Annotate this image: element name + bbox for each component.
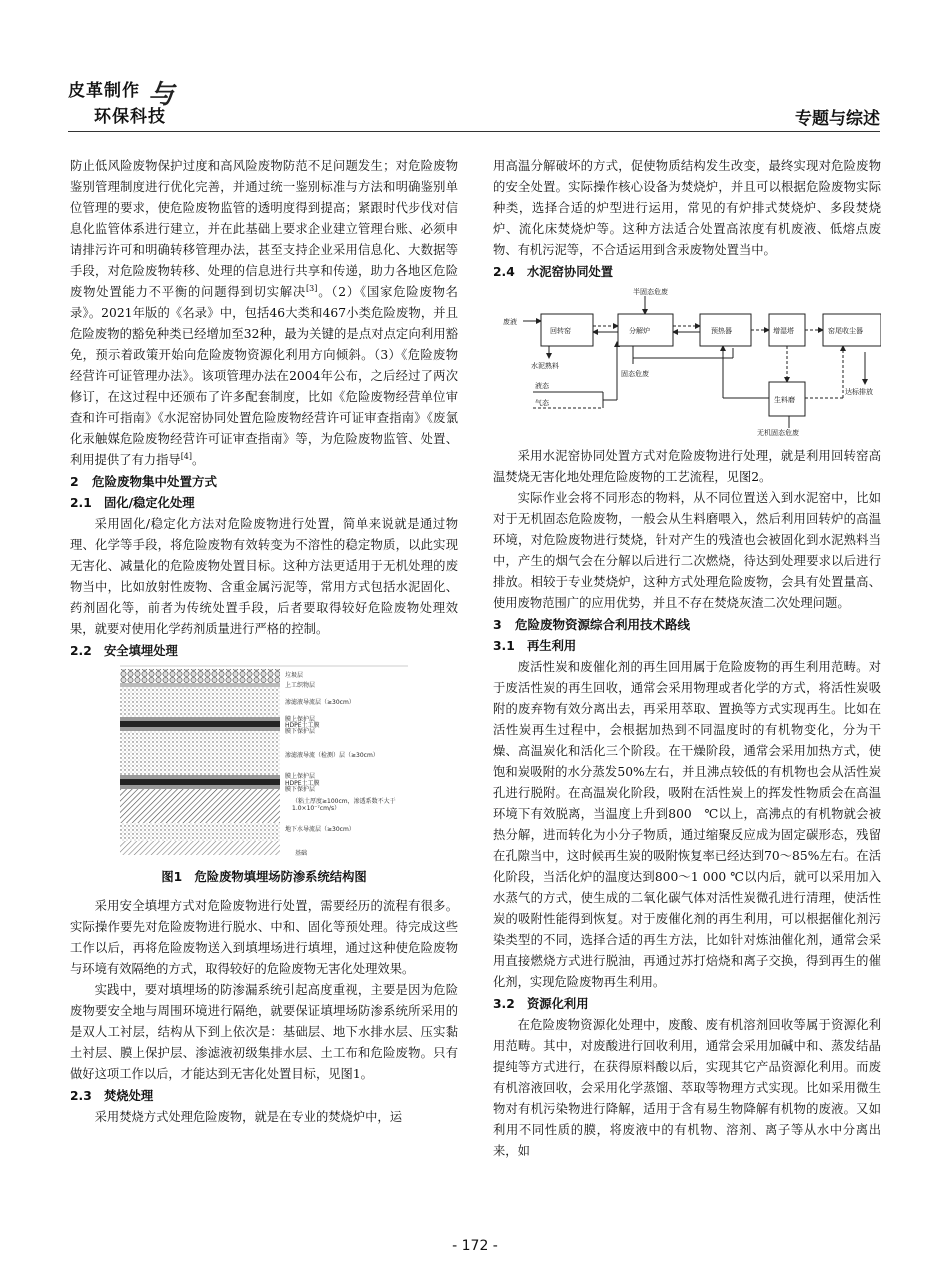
- label: 生料磨: [774, 396, 795, 404]
- right-column: [493, 156, 881, 1162]
- layer-foundation: [120, 841, 280, 855]
- label: 半固态危废: [633, 288, 668, 296]
- section-heading: 2 危险废物集中处置方式: [70, 474, 218, 489]
- layer-leachate-drain: [120, 687, 280, 717]
- page-number: - 172 -: [452, 1238, 498, 1254]
- layer-label: HDPE土工膜: [285, 722, 320, 729]
- paragraph: 实际作业会将不同形态的物料，从不同位置送入到水泥窑中，比如对于无机固态危险废物，一般会从生料磨喂入，然后利用回转炉的高温环境，对危险废物进行焚烧，针对产生的残渣也会被固化到水泥熟料当中，产生的烟气会在分解以后进行二次燃烧，待达到处理要求以后进行排放。相较于专业焚烧炉，这种方式处理危险废物，会具有处置量高、使用废物范围广的应用优势，并且不存在焚烧灰渣二次处理问题。: [493, 491, 881, 610]
- label: 无机固态危废: [757, 429, 799, 436]
- subsection-heading: 2.3 焚烧处理: [70, 1089, 154, 1103]
- figure-1-labels: [285, 671, 396, 857]
- layer-label: 膜上保护层: [285, 716, 316, 723]
- label: 增湿塔: [773, 327, 794, 335]
- label: 固态危废: [621, 370, 649, 378]
- label: 废液: [503, 318, 517, 326]
- journal-logo: 与: [148, 80, 175, 110]
- subsection-heading: 3.1 再生利用: [493, 639, 577, 653]
- layer-hdpe: [120, 721, 280, 727]
- subsection-heading: 3.2 资源化利用: [493, 997, 589, 1011]
- subsection-heading: 2.1 固化/稳定化处理: [70, 496, 195, 510]
- paragraph: 采用安全填埋方式对危险废物进行处置，需要经历的流程有很多。实际操作要先对危险废物进行脱水、中和、固化等预处理。待完成这些工作以后，再将危险废物送入到填埋场进行填埋，通过这种使危险废物与环境有效隔绝的方式，取得较好的危险废物无害化处理效果。: [70, 899, 458, 976]
- layer-label: 膜上保护层: [285, 773, 316, 780]
- journal-header: [68, 76, 880, 128]
- layer-groundwater-drain: [120, 823, 280, 841]
- layer-detection-drain: [120, 731, 280, 775]
- layer-label: （粘土厚度≥100cm，渗透系数不大于: [292, 798, 396, 805]
- label: 窑尾收尘器: [828, 327, 863, 335]
- citation[interactable]: [3]: [306, 283, 318, 293]
- figure-1-liner-diagram: [120, 665, 408, 861]
- paragraph: 在危险废物资源化处理中，废酸、废有机溶剂回收等属于资源化利用范畴。其中，对废酸进行回收利用，通常会采用加碱中和、蒸发结晶提纯等方式进行，在获得原料酸以后，实现其它产品资源化利用。而废有机溶液回收，会采用化学蒸馏、萃取等物理方式实现。比如采用微生物对有机污染物进行降解，适用于含有易生物降解有机物的废液。又如利用不同性质的膜，将废液中的有机物、溶剂、离子等从水中分离出来，如: [493, 1018, 881, 1158]
- label: 液态: [535, 382, 549, 390]
- subsection-heading: 2.2 安全填埋处理: [70, 644, 178, 658]
- label: 达标排放: [845, 388, 873, 396]
- layer-protect-upper-2: [120, 775, 280, 779]
- paragraph: 实践中，要对填埋场的防渗漏系统引起高度重视，主要是因为危险废物要安全地与周围环境进行隔绝，就要保证填埋场防渗系统所采用的是双人工衬层，结构从下到上依次是：基础层、地下水排水层、压实黏土衬层、膜上保护层、渗滤液初级集排水层、土工布和危险废物。只有做好这项工作以后，才能达到无害化处置目标，见图1。: [70, 983, 458, 1081]
- label: 回转窑: [550, 327, 571, 335]
- citation[interactable]: [4]: [180, 451, 193, 461]
- header-rule: [68, 131, 880, 132]
- layer-label: 基础: [295, 850, 308, 857]
- layer-protect-lower-2: [120, 785, 280, 789]
- layer-clay: [120, 789, 280, 823]
- journal-name-line2: 环保科技: [94, 107, 166, 127]
- figure-2-cement-kiln-flow: [493, 286, 881, 436]
- label: 气态: [535, 399, 549, 407]
- layer-hdpe-2: [120, 779, 280, 785]
- layer-geotextile: [120, 683, 280, 687]
- layer-label: 渗滤液导流层（≥30cm）: [285, 699, 355, 706]
- paragraph: 采用固化/稳定化方法对危险废物进行处置，简单来说就是通过物理、化学等手段，将危险废物有效转变为不溶性的稳定物质，以此实现无害化、减量化的危险废物处置目标。这种方法更适用于无机处理的废物当中，比如放射性废物、含重金属污泥等，常用方式包括水泥固化、药剂固化等，前者为传统处置手段，后者要取得较好危险废物处理效果，就要对使用化学药剂质量进行严格的控制。: [70, 517, 458, 636]
- layer-label: 1.0×10⁻⁷cm/s）: [292, 805, 341, 812]
- paragraph: 废活性炭和废催化剂的再生回用属于危险废物的再生利用范畴。对于废活性炭的再生回收，通常会采用物理或者化学的方式，将活性炭吸附的废弃物有效分离出去，再采用萃取、置换等方式实现再生。比如在活性炭再生过程中，会根据加热到不同温度时的有机物变化，分为干燥、高温炭化和活化三个阶段。在干燥阶段，通常会采用加热方式，使饱和炭吸附的水分蒸发50%左右，并且沸点较低的有机物也会从活性炭孔进行脱附。在高温炭化阶段，吸附在活性炭上的挥发性物质会在高温环境下有效脱离，当温度上升到800 ℃以上，高沸点的有机物就会被热分解，进而转化为小分子物质，通过缩聚反应成为固定碳形态，残留在孔隙当中，这时候再生炭的吸附恢复率已经达到70～85%左右。在活化阶段，当活化炉的温度达到800～1 000 ℃以内后，就可以采用加入水蒸气的方式，使生成的二氧化碳气体对活性炭微孔进行清理，使活性炭的吸附性能得到恢复。对于废催化剂的再生利用，可以根据催化剂污染类型的不同，选择合适的再生方法，比如针对炼油催化剂，通常会采用直接燃烧方式进行脱油，再通过苏打焙烧和离子交换，得到再生的催化剂，实现危险废物再生利用。: [493, 660, 881, 989]
- layer-protect-upper: [120, 717, 280, 721]
- section-heading: 3 危险废物资源综合利用技术路线: [493, 617, 691, 632]
- paragraph: 采用水泥窑协同处置方式对危险废物进行处理，就是利用回转窑高温焚烧无害化地处理危险废物的工艺流程，见图2。: [493, 449, 881, 484]
- layer-label: 地下水导流层（≥30cm）: [285, 826, 355, 833]
- label: 分解炉: [629, 327, 650, 335]
- section-title: 专题与综述: [795, 109, 880, 129]
- layer-protect-lower: [120, 727, 280, 731]
- subsection-heading: 2.4 水泥窑协同处置: [493, 265, 614, 279]
- layer-label: 膜下保护层: [285, 728, 316, 735]
- layer-label: 膜下保护层: [285, 786, 316, 793]
- layer-label: 渗滤液导流（检测）层（≥30cm）: [285, 752, 379, 759]
- layer-label: HDPE土工膜: [285, 780, 320, 787]
- layer-label: 垃圾层: [285, 672, 304, 679]
- journal-name-line1: 皮革制作: [68, 81, 140, 101]
- layer-label: 上工织物层: [285, 682, 316, 689]
- layer-waste: [120, 669, 280, 683]
- paragraph: 采用焚烧方式处理危险废物，就是在专业的焚烧炉中，运: [94, 1110, 403, 1124]
- left-column: [70, 156, 458, 1128]
- paragraph: 防止低风险废物保护过度和高风险废物防范不足问题发生；对危险废物鉴别管理制度进行优化完善，并通过统一鉴别标准与方法和明确鉴别单位管理的要求，使危险废物监管的透明度得到提高；紧跟时代步伐对信息化监管体系进行建立，并在此基础上要求企业建立管理台账、必须申请排污许可和明确转移管理办法，甚至支持企业采用信息化、大数据等手段，对危险废物转移、处理的信息进行共享和传递，助力各地区危险废物处置能力不平衡的问题得到切实解决[3]。（2）《国家危险废物名录》。2021年版的《名录》中，包括46大类和467小类危险废物，并且危险废物的豁免种类已经增加至32种，最为关键的是点对点定向利用豁免，预示着政策开始向危险废物资源化利用方向倾斜。（3）《危险废物经营许可证管理办法》。该项管理办法在2004年公布，之后经过了两次修订，在这过程中还颁布了许多配套制度，比如《危险废物经营单位审查和许可指南》《水泥窑协同处置危险废物经营许可证审查指南》《废氯化汞触媒危险废物经营许可证审查指南》等，为危险废物监管、处置、利用提供了有力指导[4]。: [70, 159, 458, 467]
- label: 水泥熟料: [531, 362, 559, 370]
- figure-1-caption: 图1 危险废物填埋场防渗系统结构图: [161, 870, 367, 884]
- paragraph: 用高温分解破坏的方式，促使物质结构发生改变，最终实现对危险废物的安全处置。实际操作核心设备为焚烧炉，并且可以根据危险废物实际种类，选择合适的炉型进行运用，常见的有炉排式焚烧炉、多段焚烧炉、流化床焚烧炉等。这种方法适合处置高浓度有机废液、低熔点废物、有机污泥等，不合适运用到含汞废物处置当中。: [493, 159, 881, 257]
- label: 预热器: [711, 327, 732, 335]
